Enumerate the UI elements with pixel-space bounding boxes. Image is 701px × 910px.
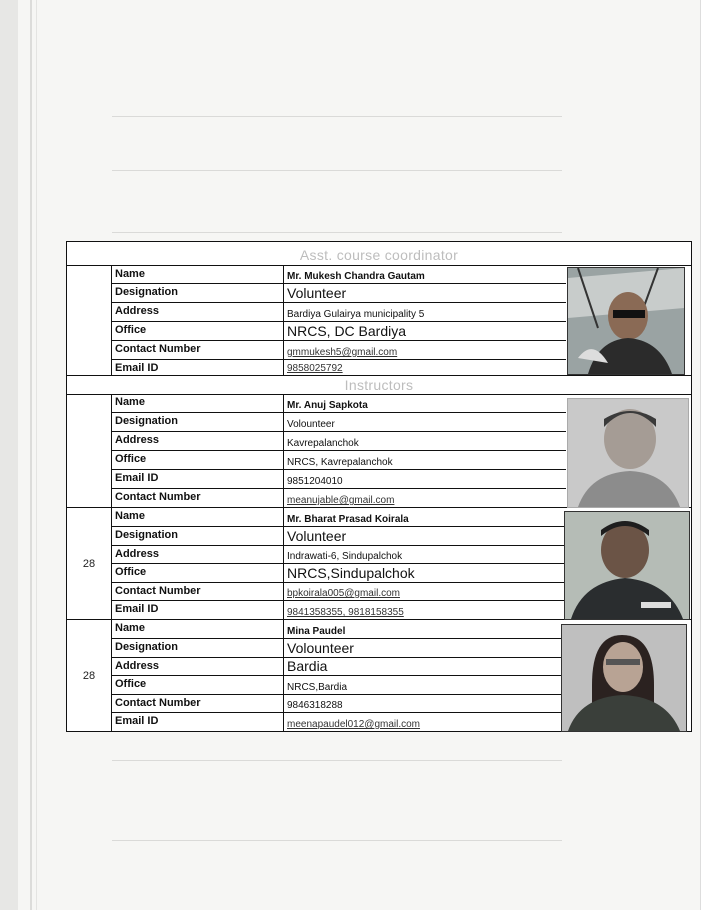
page-stack-edge <box>36 0 37 910</box>
field-value: 9841358355, 9818158355 <box>287 607 404 618</box>
field-label: Address <box>112 658 284 675</box>
field-value: Bardiya Gulairya municipality 5 <box>287 309 425 320</box>
instructor-photo <box>567 398 689 508</box>
field-value: NRCS,Bardia <box>287 682 348 693</box>
field-value: NRCS,Sindupalchok <box>287 565 415 581</box>
section-title-instructors: Instructors <box>67 375 691 395</box>
bleed-through-line <box>112 232 562 233</box>
field-value: 9851204010 <box>287 476 343 487</box>
field-label: Designation <box>112 527 284 545</box>
person-photo-icon <box>562 625 686 731</box>
table-row <box>112 676 566 695</box>
table-row <box>112 713 566 731</box>
field-value: Mr. Anuj Sapkota <box>287 400 368 411</box>
field-label: Email ID <box>112 713 284 731</box>
field-value: Volounteer <box>287 640 354 656</box>
table-row <box>112 583 566 601</box>
field-value: 9846318288 <box>287 700 343 711</box>
field-value: Volunteer <box>287 285 347 301</box>
page-stack-edge <box>30 0 32 910</box>
table-row <box>112 413 566 432</box>
table-row <box>112 639 566 658</box>
row-number-cell <box>67 394 112 507</box>
table-row <box>112 451 566 470</box>
table-row <box>112 360 566 375</box>
personnel-table <box>66 241 692 732</box>
field-label: Office <box>112 564 284 582</box>
bleed-through-line <box>112 840 562 841</box>
table-row <box>112 341 566 360</box>
section-title-asst-coordinator: Asst. course coordinator <box>67 245 691 266</box>
table-row <box>112 394 566 413</box>
field-value: NRCS, Kavrepalanchok <box>287 457 393 468</box>
table-row <box>112 527 566 546</box>
field-label: Contact Number <box>112 695 284 712</box>
field-value: meanujable@gmail.com <box>287 495 395 506</box>
field-label: Address <box>112 546 284 563</box>
coordinator-photo <box>567 267 685 375</box>
table-row <box>112 601 566 619</box>
instructor-photo <box>561 624 687 732</box>
field-value: Volounteer <box>287 419 335 430</box>
bleed-through-line <box>112 170 562 171</box>
field-value: Kavrepalanchok <box>287 438 359 449</box>
instructor-block <box>67 620 691 731</box>
field-label: Name <box>112 508 284 526</box>
field-label: Email ID <box>112 360 284 375</box>
field-value: gmmukesh5@gmail.com <box>287 347 398 358</box>
table-row <box>112 620 566 639</box>
table-row <box>112 695 566 713</box>
table-row <box>112 432 566 451</box>
field-value: NRCS, DC Bardiya <box>287 323 407 339</box>
table-row <box>112 322 566 341</box>
row-number-cell: 28 <box>67 508 112 619</box>
field-label: Name <box>112 266 284 283</box>
field-value: bpkoirala005@gmail.com <box>287 588 400 599</box>
person-photo-icon <box>568 268 684 374</box>
table-row <box>112 284 566 303</box>
field-label: Name <box>112 620 284 638</box>
field-label: Designation <box>112 413 284 431</box>
field-label: Office <box>112 451 284 469</box>
field-value: 9858025792 <box>287 363 343 374</box>
coordinator-block <box>67 266 691 375</box>
instructor-block <box>67 394 691 508</box>
person-photo-icon <box>568 399 688 507</box>
row-number-cell: 28 <box>67 620 112 731</box>
field-label: Office <box>112 322 284 340</box>
table-row <box>112 303 566 322</box>
field-value: Volunteer <box>287 528 347 544</box>
bleed-through-line <box>112 116 562 117</box>
field-label: Contact Number <box>112 583 284 600</box>
field-label: Email ID <box>112 470 284 488</box>
field-label: Name <box>112 394 284 412</box>
field-label: Designation <box>112 284 284 302</box>
field-label: Contact Number <box>112 341 284 359</box>
table-row <box>112 546 566 564</box>
field-value: Mr. Mukesh Chandra Gautam <box>287 271 425 282</box>
instructor-block <box>67 508 691 620</box>
table-row <box>112 508 566 527</box>
field-label: Office <box>112 676 284 694</box>
field-label: Address <box>112 303 284 321</box>
bleed-through-line <box>112 760 562 761</box>
field-value: Mr. Bharat Prasad Koirala <box>287 514 409 525</box>
field-label: Designation <box>112 639 284 657</box>
person-photo-icon <box>565 512 689 619</box>
field-label: Address <box>112 432 284 450</box>
field-value: meenapaudel012@gmail.com <box>287 719 421 730</box>
field-value: Indrawati-6, Sindupalchok <box>287 551 403 562</box>
table-row <box>112 470 566 489</box>
field-value: Mina Paudel <box>287 626 346 637</box>
field-value: Bardia <box>287 658 328 674</box>
field-label: Email ID <box>112 601 284 619</box>
table-row <box>112 266 566 284</box>
field-label: Contact Number <box>112 489 284 507</box>
row-number-cell <box>67 266 112 375</box>
instructor-photo <box>564 511 690 620</box>
table-row <box>112 489 566 507</box>
table-row <box>112 564 566 583</box>
table-row <box>112 658 566 676</box>
